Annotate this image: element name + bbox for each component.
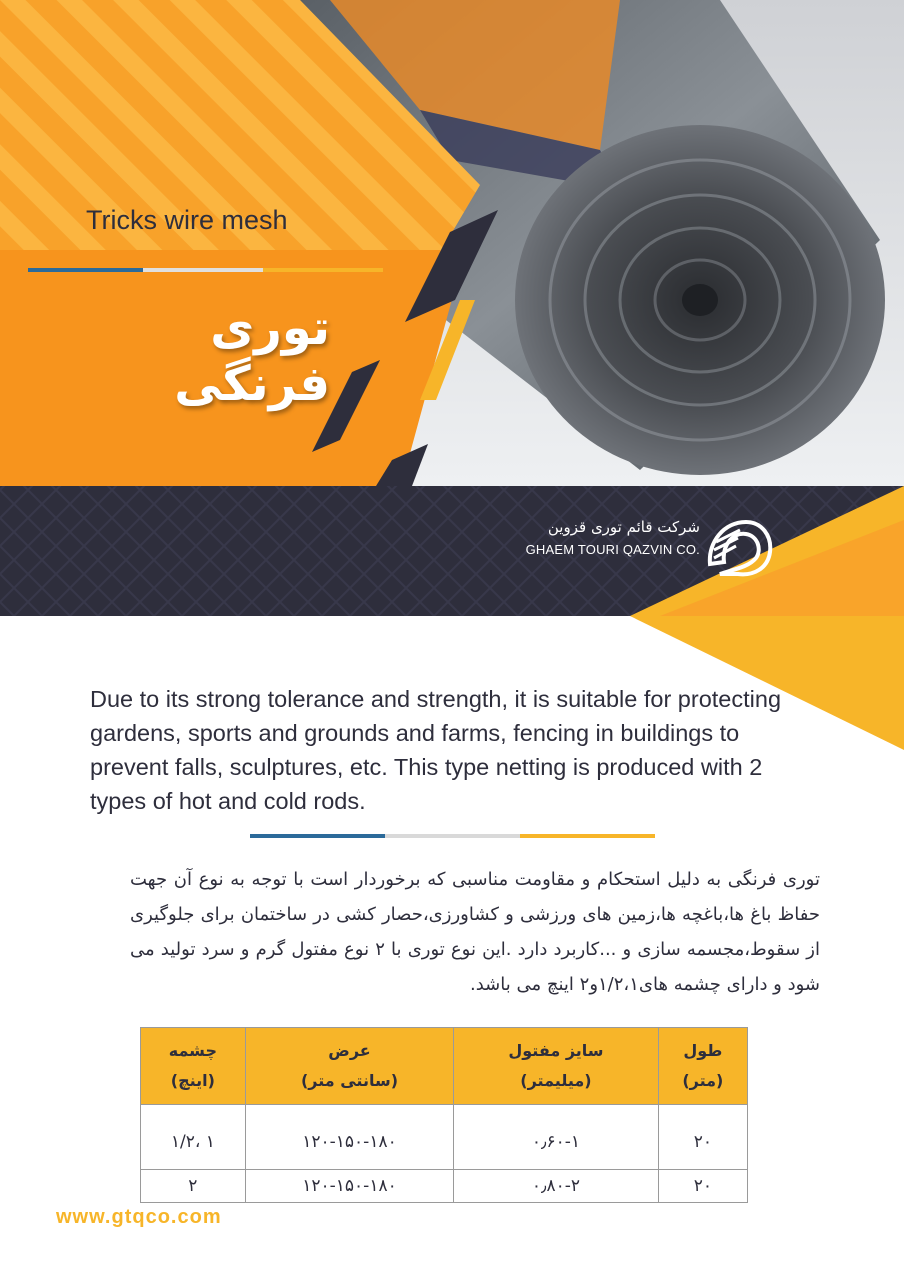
brand-block [500,518,700,557]
website-link[interactable]: www.gtqco.com [56,1206,222,1228]
product-title-fa: توری فرنگی [174,300,330,412]
header-mesh: چشمه (اینچ) [141,1028,246,1105]
cell-wire-size: ۰٫۸۰-۲ [454,1170,658,1203]
table-row [141,1170,748,1203]
cell-width: ۱۲۰-۱۵۰-۱۸۰ [245,1170,454,1203]
cell-mesh: ۱ ،۱/۲ [141,1105,246,1170]
table-row [141,1105,748,1170]
cell-length: ۲۰ [658,1170,747,1203]
cell-length: ۲۰ [658,1105,747,1170]
header-length: طول (متر) [658,1028,747,1105]
cell-width: ۱۲۰-۱۵۰-۱۸۰ [245,1105,454,1170]
description-en: Due to its strong tolerance and strength, it is suitable for protecting gardens, sports and grounds and farms, fencing in buildings to prevent falls, sculptures, etc. This type netting is produced with 2 types of hot and cold rods. [90,686,782,814]
description-fa: توری فرنگی به دلیل استحکام و مقاومت مناسبی که برخوردار است با توجه به نوع آن جهت حفاظ باغ ها،باغچه ها،زمین های ورزشی و کشاورزی،حصار کشی در ساختمان برای جلوگیری از سقوط،مجسمه سازی و ...کاربرد دارد .این نوع توری با ۲ نوع مفتول گرم و سرد تولید می شود و دارای چشمه های۱/۲،۱و۲ اینچ می باشد. [130,869,820,995]
cell-mesh: ۲ [141,1170,246,1203]
header-wire-size: سایز مفتول (میلیمتر) [454,1028,658,1105]
product-title-en: Tricks wire mesh [86,205,288,235]
ghaem-logo-icon [700,512,776,580]
cell-wire-size: ۰٫۶۰-۱ [454,1105,658,1170]
brand-name-en: GHAEM TOURI QAZVIN CO. [525,542,700,557]
header-width: عرض (سانتی متر) [245,1028,454,1105]
table-header-row [141,1028,748,1105]
spec-table [140,1027,748,1203]
brand-name-fa: شرکت قائم توری قزوین [547,518,700,536]
